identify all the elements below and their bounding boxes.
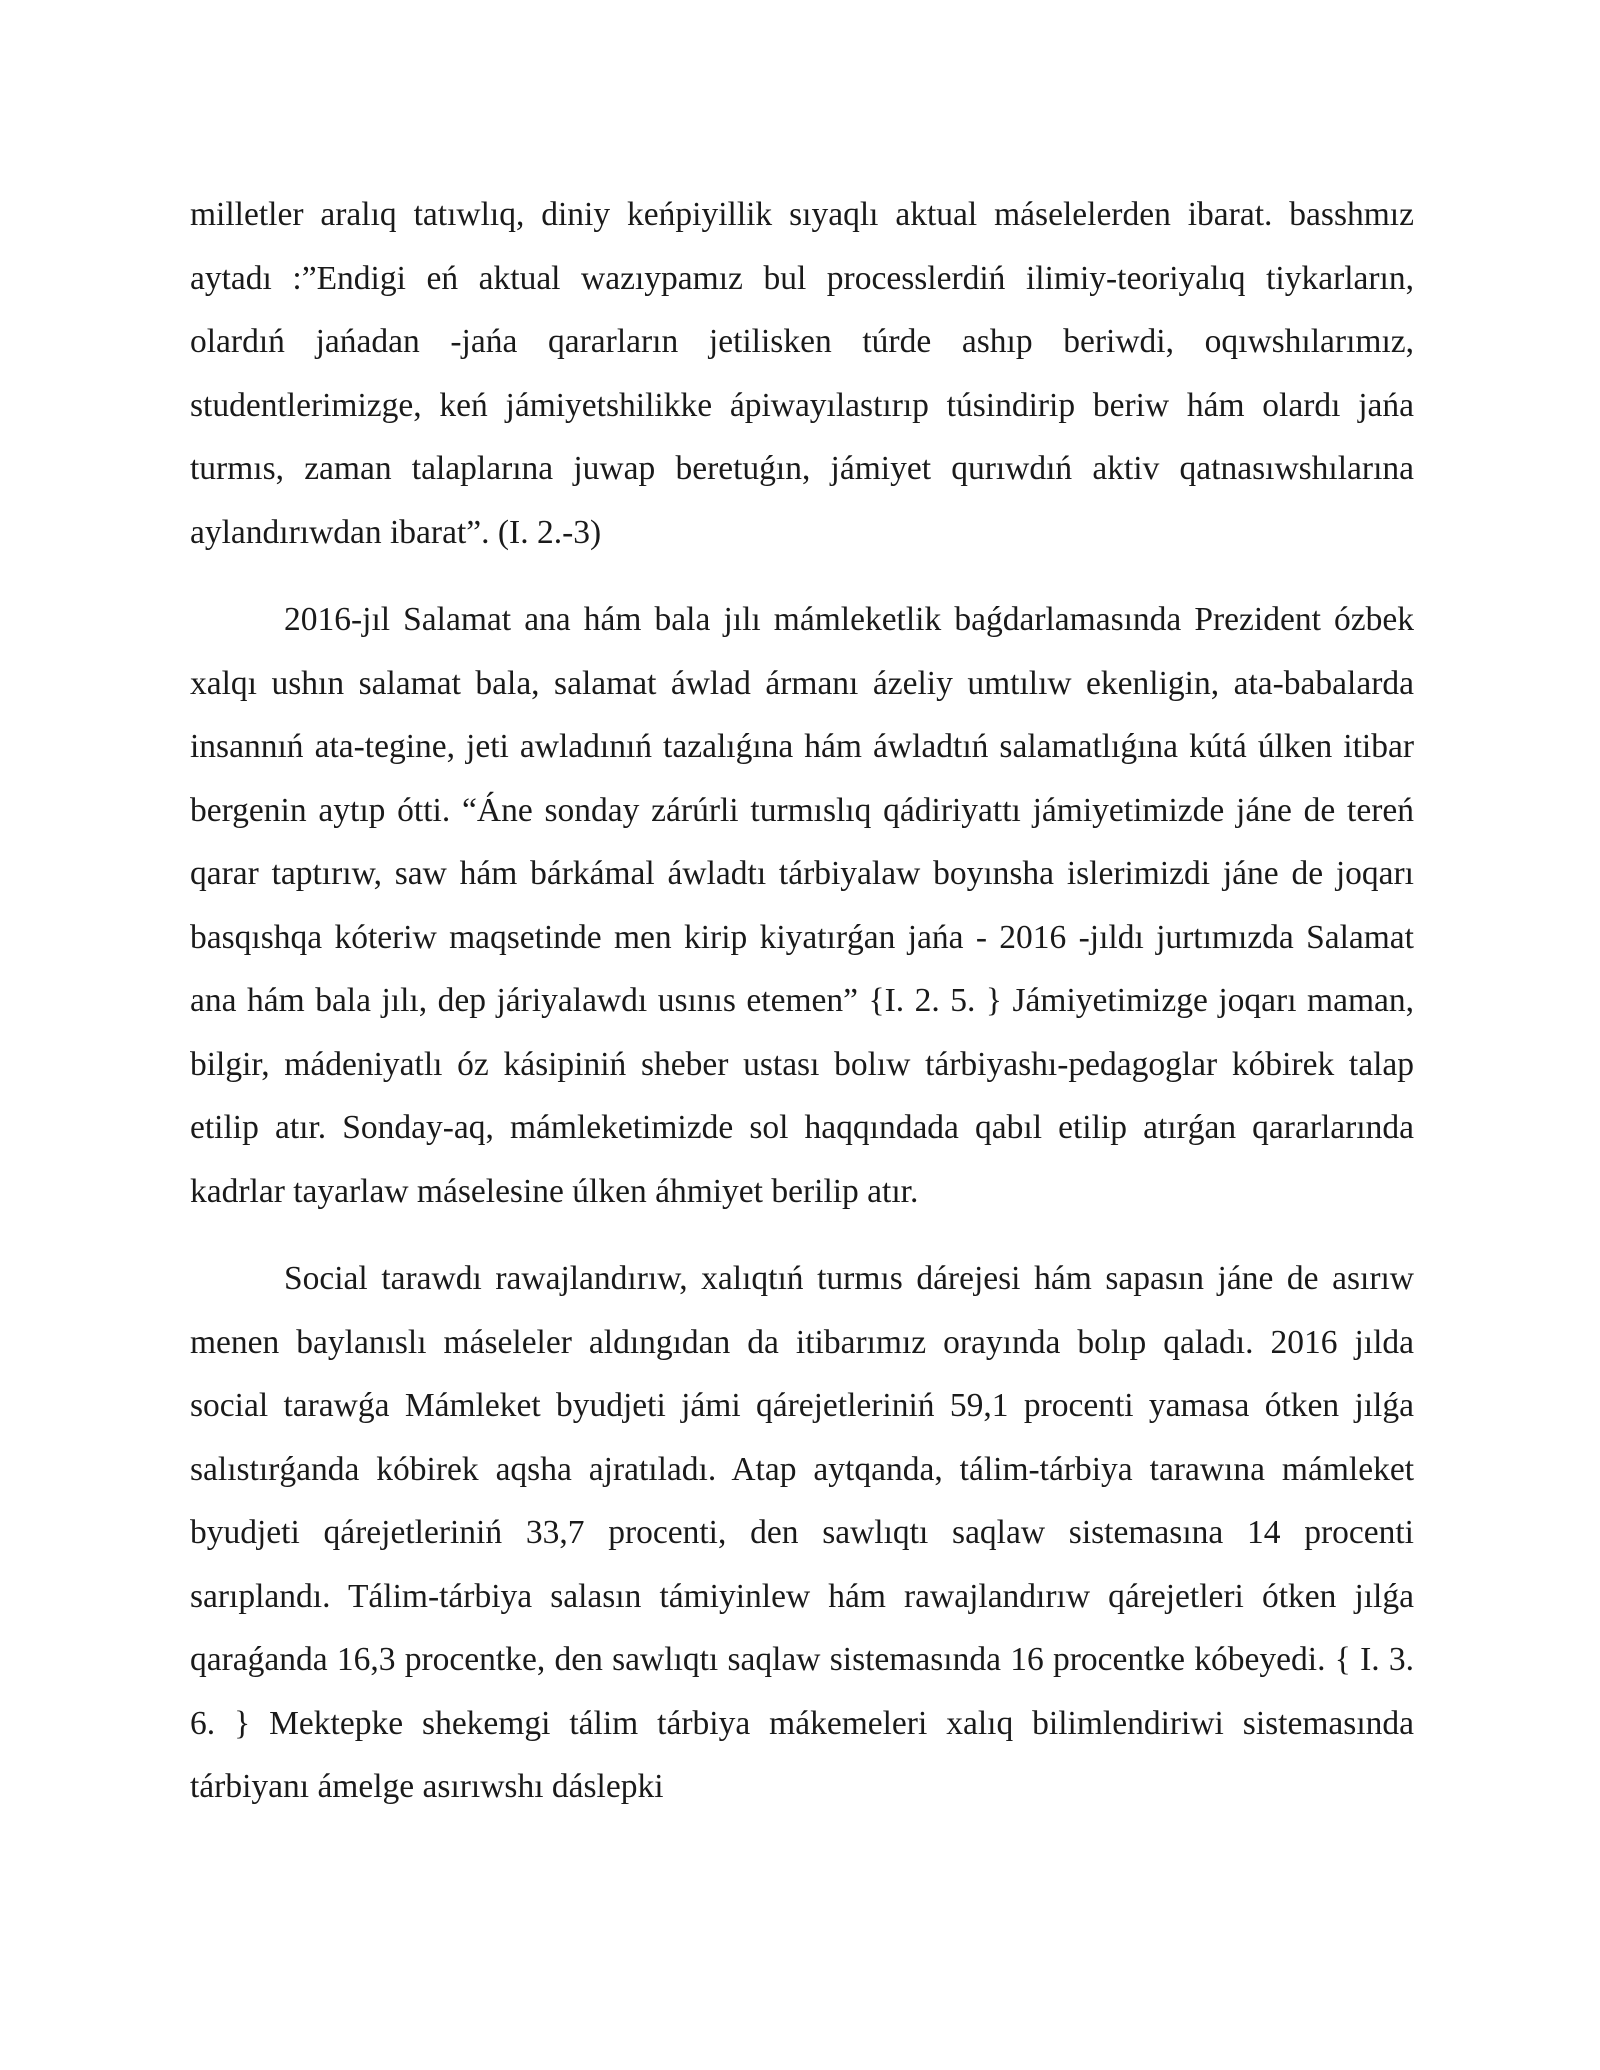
paragraph-1: milletler aralıq tatıwlıq, diniy keńpiyillik sıyaqlı aktual máselelerden ibarat. basshmız aytadı :”Endigi eń aktual wazıypamız bul processlerdiń ilimiy-teoriyalıq tiykarların, olardıń jańadan -jańa qararların jetilisken túrde ashıp beriwdi, oqıwshılarımız, studentlerimizge, keń jámiyetshilikke ápiwayılastırıp túsindirip beriw hám olardı jańa turmıs, zaman talaplarına juwap beretuǵın, jámiyet qurıwdıń aktiv qatnasıwshılarına aylandırıwdan ibarat”. (I. 2.-3) (190, 196, 1414, 551)
body-text (190, 183, 1414, 1819)
paragraph-3: Social tarawdı rawajlandırıw, xalıqtıń turmıs dárejesi hám sapasın jáne de asırıw menen baylanıslı máseleler aldıngıdan da itibarımız orayında bolıp qaladı. 2016 jılda social tarawǵa Mámleket byudjeti jámi qárejetleriniń 59,1 procenti yamasa ótken jılǵa salıstırǵanda kóbirek aqsha ajratıladı. Atap aytqanda, tálim-tárbiya tarawına mámleket byudjeti qárejetleriniń 33,7 procenti, den sawlıqtı saqlaw sistemasına 14 procenti sarıplandı. Tálim-tárbiya salasın támiyinlew hám rawajlandırıw qárejetleri ótken jılǵa qaraǵanda 16,3 procentke, den sawlıqtı saqlaw sistemasında 16 procentke kóbeyedi. { I. 3. 6. } Mektepke shekemgi tálim tárbiya mákemeleri xalıq bilimlendiriwi sistemasında tárbiyanı ámelge asırıwshı dáslepki (190, 1260, 1414, 1805)
paragraph-2: 2016-jıl Salamat ana hám bala jılı mámleketlik baǵdarlamasında Prezident ózbek xalqı ushın salamat bala, salamat áwlad ármanı ázeliy umtılıw ekenligin, ata-babalarda insannıń ata-tegine, jeti awladınıń tazalıǵına hám áwladtıń salamatlıǵına kútá úlken itibar bergenin aytıp ótti. “Áne sonday zárúrli turmıslıq qádiriyattı jámiyetimizde jáne de tereń qarar taptırıw, saw hám bárkámal áwladtı tárbiyalaw boyınsha islerimizdi jáne de joqarı basqıshqa kóteriw maqsetinde men kirip kiyatırǵan jańa - 2016 -jıldı jurtımızda Salamat ana hám bala jılı, dep járiyalawdı usınıs etemen” {I. 2. 5. } Jámiyetimizge joqarı maman, bilgir, mádeniyatlı óz kásipiniń sheber ustası bolıw tárbiyashı-pedagoglar kóbirek talap etilip atır. Sonday-aq, mámleketimizde sol haqqındada qabıl etilip atırǵan qararlarında kadrlar tayarlaw máselesine úlken áhmiyet berilip atır. (190, 601, 1414, 1210)
